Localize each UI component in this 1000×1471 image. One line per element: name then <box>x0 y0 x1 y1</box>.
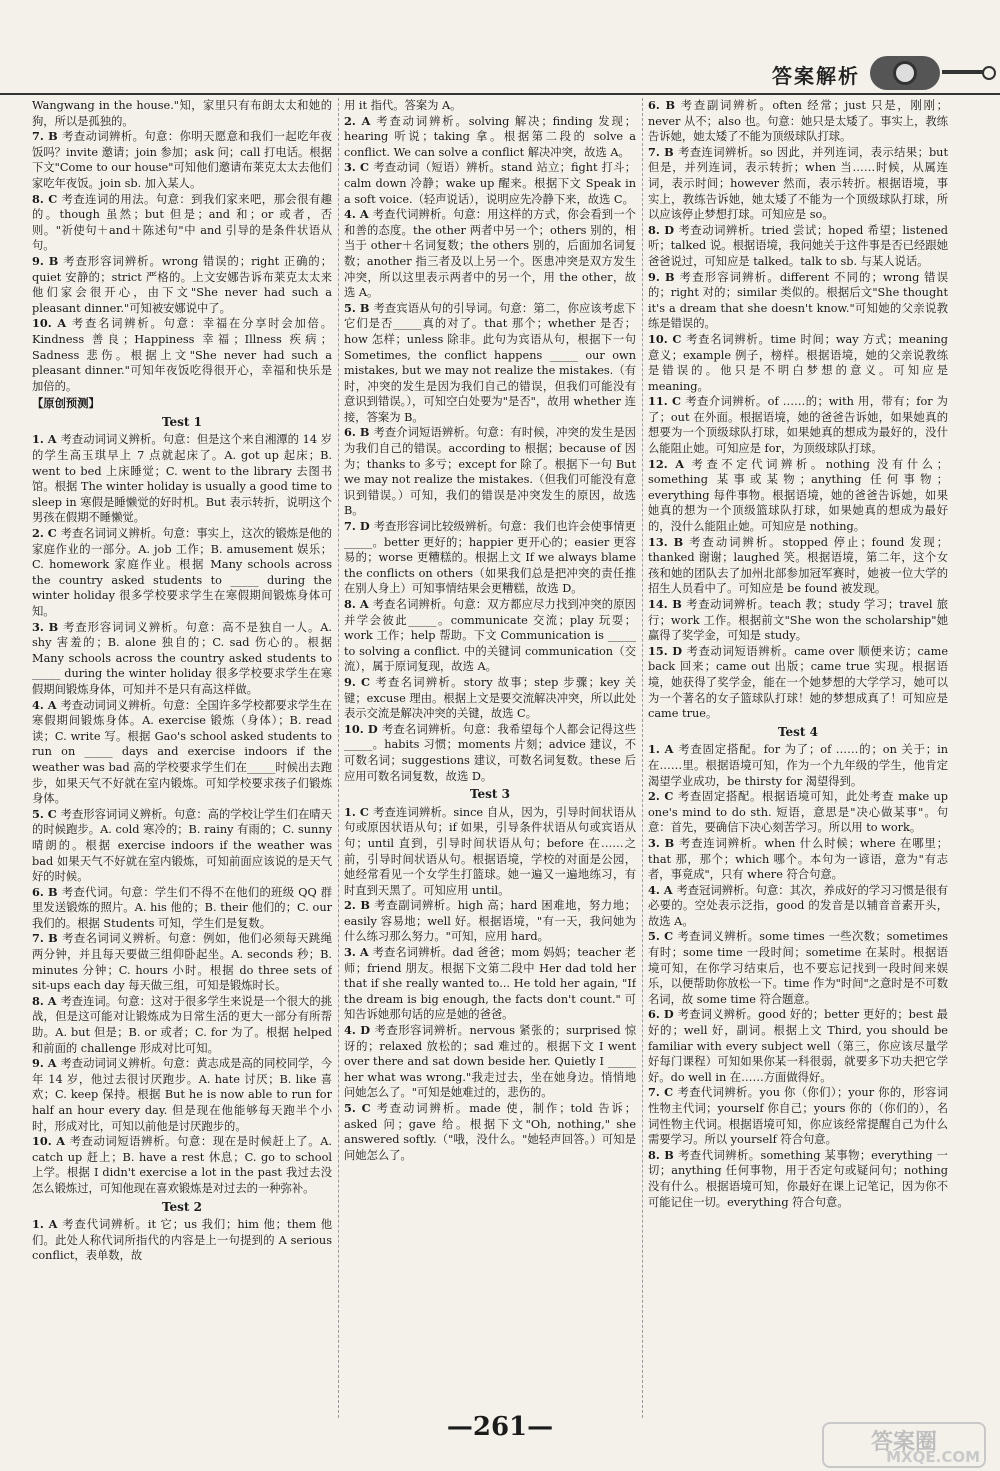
answer-text: 考查介词辨析。of ……的；with 用，带有；for 为了；out 在外面。根据语境，她的爸爸告诉她，如果她真的想要为一个顶级球队打球，如果她真的想成为最好的，没什么能阻止她。可知应是 for，为顶级球队打球。 <box>648 395 948 456</box>
answer-number: 5. C <box>648 929 678 944</box>
answer-text: 考查固定搭配。根据语境可知，此处考查 make up one's mind to do sth. 短语，意思是"决心做某事"。句意：首先，要确信下决心刻苦学习。所以用 to work。 <box>648 790 948 835</box>
header-title: 答案解析 <box>772 64 860 88</box>
answer-text: 考查名词词义辨析。句意：例如，他们必须每天跳绳两分钟，并且每天要做三组仰卧起坐。A. seconds 秒；B. minutes 分钟；C. hours 小时。根据 do three sets of sit-ups each day 每天做三组，可知是锻炼时长。 <box>32 932 332 993</box>
page-number: —261— <box>446 1412 554 1442</box>
answer-text: 考查连词辨析。so 因此，并列连词，表示结果；but 但是，并列连词，表示转折；when 当……时候，从属连词，表示时间；however 然而，表示转折。根据语境，事实上，教练告诉她，她太矮了不能为一个顶级球队打球，所以应该停止梦想打球。可知应是 so。 <box>648 145 948 222</box>
answer-item <box>648 836 948 883</box>
answer-number: 4. A <box>344 207 373 222</box>
answer-number: 2. C <box>648 789 679 804</box>
answer-text: 考查形容词词义辨析。句意：高不是独自一人。A. shy 害羞的；B. alone 独自的；C. sad 伤心的。根据 Many schools across the country asked students to _____ during the winter holiday 很多学校要求学生在寒假期间锻炼身体，可知并不是只有高这样做。 <box>32 620 332 696</box>
answer-item <box>648 535 948 597</box>
answer-item <box>344 597 636 675</box>
answer-item <box>344 207 636 301</box>
answer-text: 考查连词辨析。when 什么时候；where 在哪里；that 那，那个；which 哪个。本句为一谚语，意为"有志者，事竟成"，只有 where 符合句意。 <box>648 836 948 882</box>
answer-text: 考查动词辨析。stopped 停止；found 发现；thanked 谢谢；laughed 笑。根据语境，第二年，这个女孩和她的团队去了加州北部参加冠军赛时，她被一位大学的招生人员看中了。可知应是 be found 被发现。 <box>648 535 948 596</box>
answer-number: 6. D <box>648 1007 678 1022</box>
answer-item <box>32 885 332 932</box>
answer-item <box>32 129 332 191</box>
answer-text: 考查副词辨析。high 高；hard 困难地，努力地；easily 容易地；well 好。根据语境，"有一天，我问她为什么练习那么努力。"可知，应用 hard。 <box>344 899 636 944</box>
answer-item <box>648 1007 948 1085</box>
column-divider <box>338 98 339 1418</box>
answer-text: 考查名词辨析。story 故事；step 步骤；key 关键；excuse 理由。根据上文是要交流解决冲突，所以此处表示交流是解决冲突的关键，故选 C。 <box>344 675 636 721</box>
answer-number: 2. C <box>32 526 61 541</box>
test-heading: Test 3 <box>469 787 510 802</box>
answer-text: 考查形容词辨析。nervous 紧张的；surprised 惊讶的；relaxed 放松的；sad 难过的。根据下文 I went over there and sat down beside her. Quietly I _____ her what was wrong."我走过去，坐在她身边。悄悄地问她怎么了。"可知是她难过的，悲伤的。 <box>344 1024 636 1100</box>
answer-text: 考查名词辨析。句意：幸福在分享时会加倍。Kindness 善良；Happiness 幸福；Illness 疾病；Sadness 悲伤。根据上文"She never had such a pleasant dinner."可知年夜饭吃得很开心，幸福和快乐是加倍的。 <box>32 317 332 393</box>
answer-text: 考查冠词辨析。句意：其次，养成好的学习习惯是很有必要的。空处表示泛指，good 的发音是以辅音音素开头，故选 A。 <box>648 883 948 928</box>
answer-number: 6. B <box>648 98 681 112</box>
answer-item <box>344 722 636 784</box>
answer-item <box>648 789 948 836</box>
answer-item <box>32 620 332 698</box>
answer-item <box>344 301 636 426</box>
answer-number: 7. D <box>344 519 374 534</box>
answer-number: 10. C <box>648 331 687 346</box>
answer-number: 13. B <box>648 534 690 549</box>
answer-number: 3. C <box>344 160 374 175</box>
answer-text: 考查动词词义辨析。句意：全国许多学校都要求学生在寒假期间锻炼身体。A. exercise 锻炼（身体）；B. read 读；C. write 写。根据 Gao's school asked students to run on _____ days and exercise indoors if the weather was bad 高的学校要求学生们在_____时候出去跑步，如果天气不好就在室内锻炼。可知学校要求孩子们锻炼身体。 <box>32 698 332 806</box>
answer-number: 9. C <box>344 674 376 689</box>
answer-number: 2. B <box>344 898 375 913</box>
answer-text: 考查代词辨析。it 它；us 我们；him 他；them 他们。此处人称代词所指代的内容是上一句提到的 A serious conflict，表单数，故 <box>32 1218 332 1263</box>
answer-number: 3. A <box>344 945 373 960</box>
answer-text: 考查连词的用法。句意：到我们家来吧，那会很有趣的。though 虽然；but 但是；and 和；or 或者，否则。"祈使句＋and＋陈述句"中 and 引导的是条件状语从句。 <box>32 192 332 253</box>
answer-number: 1. A <box>648 742 679 757</box>
answer-item <box>32 1134 332 1196</box>
answer-item <box>344 898 636 945</box>
watermark-logo: 答案圈 <box>822 1422 986 1468</box>
watermark-url: MXQE.COM <box>886 1448 980 1466</box>
answer-number: 9. B <box>32 253 64 268</box>
answer-item <box>344 675 636 722</box>
answer-number: 2. A <box>344 113 377 128</box>
answer-text: 考查代词辨析。you 你（你们）；your 你的，形容词性物主代词；yourself 你自己；yours 你的（你们的），名词性物主代词。根据语境可知，你应该经常提醒自己为什么需要学习。所以 yourself 符合句意。 <box>648 1086 948 1147</box>
page-header <box>0 0 1000 96</box>
answer-number: 7. B <box>32 129 63 144</box>
answer-text: 考查形容词比较级辨析。句意：我们也许会使事情更_____。better 更好的；happier 更开心的；easier 更容易的；worse 更糟糕的。根据上文 If we always blame the conflicts on others（如果我们总是把冲突的责任推在别人身上）可知事情结果会更糟糕，故选 D。 <box>344 520 636 596</box>
test-heading: Test 1 <box>161 414 202 429</box>
answer-item <box>344 160 636 207</box>
answer-item <box>344 519 636 597</box>
answer-number: 15. D <box>648 643 687 658</box>
answer-item <box>648 223 948 270</box>
header-logo-icon <box>870 56 940 90</box>
answer-item <box>32 254 332 316</box>
answer-text: 考查动词辨析。tried 尝试；hoped 希望；listened 听；talked 说。根据语境，我问她关于这件事是否已经跟她爸爸说过，可知应是 talked。talk to sb. 与某人说话。 <box>648 223 948 268</box>
answer-item <box>648 270 948 332</box>
answer-text: 考查名词辨析。time 时间；way 方式；meaning 意义；example 例子，榜样。根据语境，她的父亲说教练是错误的。他只是不明白梦想的意义。可知应是 meaning。 <box>648 332 948 393</box>
answer-number: 4. D <box>344 1023 375 1038</box>
answer-item <box>32 98 332 129</box>
answer-text: 考查名词词义辨析。句意：事实上，这次的锻炼是他的家庭作业的一部分。A. job 工作；B. amusement 娱乐；C. homework 家庭作业。根据 Many schools across the country asked students to _____ during the winter holiday 很多学校要求学生在寒假期间锻炼身体可知。 <box>32 527 332 618</box>
answer-text: 考查动词（短语）辨析。stand 站立；fight 打斗；calm down 冷静；wake up 醒来。根据下文 Speak in a soft voice.（轻声说话），说明应先冷静下来，故选 C。 <box>344 161 636 206</box>
answer-item <box>648 929 948 1007</box>
answer-number: 8. C <box>32 191 62 206</box>
answer-number: 8. B <box>648 1147 679 1162</box>
answer-text: 考查名词辨析。句意：我希望每个人都会记得这些_____。habits 习惯；moments 片刻；advice 建议，不可数名词；suggestions 建议，可数名词复数。these 后应用可数名词复数，故选 D。 <box>344 722 636 783</box>
answer-text: 考查形容词辨析。different 不同的；wrong 错误的；right 对的；similar 类似的。根据后文"She thought it's a dream that she doesn't know."可知她的父亲说教练是错误的。 <box>648 270 948 331</box>
answer-item <box>32 192 332 254</box>
answer-number: 6. B <box>344 425 374 440</box>
answer-item <box>648 597 948 644</box>
answer-item <box>32 698 332 807</box>
answer-number: 10. D <box>344 721 382 736</box>
answer-item <box>648 742 948 789</box>
answer-item <box>344 805 636 899</box>
answer-item <box>648 1085 948 1147</box>
answer-text: 考查副词辨析。often 经常；just 只是，刚刚；never 从不；also 也。句意：她只是太矮了。事实上，教练告诉她，她太矮了不能为顶级球队打球。 <box>648 99 948 144</box>
answer-text: 考查不定代词辨析。nothing 没有什么；something 某事或某物；anything 任何事物；everything 每件事物。根据语境，她的爸爸告诉她，如果她真的想为一个顶级篮球队打球，如果她真的想成为最好的，没什么能阻止她。可知应是 nothing。 <box>648 457 948 534</box>
answer-number: 1. A <box>32 432 61 447</box>
answer-column-3 <box>648 98 948 1410</box>
test-heading: Test 2 <box>161 1199 202 1214</box>
answer-number: 8. D <box>648 222 679 237</box>
answer-item <box>648 394 948 456</box>
answer-text: 考查连词。句意：这对于很多学生来说是一个很大的挑战，但是这可能对让锻炼成为日常生活的更大一部分有所帮助。A. but 但是；B. or 或者；C. for 为了。根据 helped 和前面的 challenge 形成对比可知。 <box>32 994 332 1055</box>
answer-text: 考查动词辨析。teach 教；study 学习；travel 旅行；work 工作。根据前文"She won the scholarship"她赢得了奖学金，可知是 study。 <box>648 598 948 643</box>
answer-item <box>648 98 948 145</box>
answer-text: 考查词义辨析。good 好的；better 更好的；best 最好的；well 好，副词。根据上文 Third, you should be familiar with every subject well（第三，你应该尽量学好每门课程）可知如果你某一科很弱，就要多下功夫把它学好。do well in 在……方面做得好。 <box>648 1008 948 1084</box>
answer-number: 4. A <box>32 697 61 712</box>
column-divider <box>642 98 643 1418</box>
answer-item <box>32 994 332 1056</box>
answer-column-2 <box>344 98 636 1410</box>
answer-item <box>344 945 636 1023</box>
answer-number: 11. C <box>648 394 686 409</box>
answer-text: 考查宾语从句的引导词。句意：第二，你应该考虑下它们是否_____真的对了。that 那个；whether 是否；how 怎样；unless 除非。此句为宾语从句，根据下一句 Sometimes, the conflict happens _____ our own mistakes, but we may not realize the mistakes.（有时，冲突的发生是因为我们自己的错误，但我们可能没有意识到错误。），可知空白处要为"是否"，故用 whether 连接，答案为 B。 <box>344 301 636 424</box>
answer-number: 8. A <box>32 993 61 1008</box>
answer-number: 5. C <box>344 1101 377 1115</box>
answer-text: 考查动词短语辨析。句意：现在是时候赶上了。A. catch up 赶上；B. have a rest 休息；C. go to school 上学。根据 I didn't exercise a lot in the past 我过去没怎么锻炼过，可知他现在喜欢锻炼是对过去的一种弥补。 <box>32 1135 332 1195</box>
answer-text: 考查动词辨析。句意：你明天愿意和我们一起吃年夜饭吗？invite 邀请；join 参加；ask 问；call 打电话。根据下文"Come to our house"可知他们邀请布莱克太太去他们家吃年夜饭。join sb. 加入某人。 <box>32 130 332 190</box>
answer-column-1 <box>32 98 332 1410</box>
answer-text: 考查名词辨析。句意：双方都应尽力找到冲突的原因并学会彼此_____。communicate 交流；play 玩耍；work 工作；help 帮助。下文 Communication is _____ to solving a conflict. 中的关键词 communication（交流），属于原词复现，故选 A。 <box>344 598 636 674</box>
answer-text: 考查形容词词义辨析。句意：高的学校让学生们在晴天的时候跑步。A. cold 寒冷的；B. rainy 有雨的；C. sunny 晴朗的。根据 exercise indoors if the weather was bad 如果天气不好就在室内锻炼，可知前面应该说的是天气好的时候。 <box>32 807 332 884</box>
answer-number: 6. B <box>32 884 62 899</box>
answer-number: 8. A <box>344 597 373 611</box>
answer-item <box>32 432 332 526</box>
answer-text: 考查动词辨析。solving 解决；finding 发现；hearing 听说；taking 拿。根据第二段的 solve a conflict. We can solve a conflict 解决冲突，故选 A。 <box>344 114 636 159</box>
answer-number: 9. A <box>32 1056 61 1071</box>
answer-item <box>344 114 636 161</box>
answer-text: 考查名词辨析。dad 爸爸；mom 妈妈；teacher 老师；friend 朋友。根据下文第二段中 Her dad told her that if she really wanted to... He told her again, "If the dream is big enough, the facts don't count." 可知告诉她那句话的应是她的爸爸。 <box>344 946 636 1022</box>
answer-number: 5. C <box>32 806 61 821</box>
answer-number: 5. B <box>344 300 374 315</box>
answer-text: 考查介词短语辨析。句意：有时候，冲突的发生是因为我们自己的错误。according to 根据；because of 因为；thanks to 多亏；except for 除了。根据下一句 But we may not realize the mistakes.（但我们可能没有意识到错误。）可知，我们的错误是冲突发生的原因，故选 B。 <box>344 426 636 518</box>
header-decoration <box>942 70 992 74</box>
answer-item <box>32 807 332 885</box>
answer-text: 考查固定搭配。for 为了；of ……的；on 关于；in 在……里。根据语境可知，作为一个九年级的学生，他肯定渴望学业成功，be thirsty for 渴望得到。 <box>648 743 948 788</box>
answer-item <box>648 883 948 930</box>
answer-text: 考查代词辨析。句意：用这样的方式，你会看到一个和善的态度。the other 两者中另一个；others 别的，相当于 other＋名词复数；the others 别的，后面加名词复数；another 指三者及以上另一个。医患冲突是双方发生冲突，所以这里表示两者中的另一个，用 the other，故选 A。 <box>344 208 636 300</box>
answer-number: 1. A <box>32 1217 63 1232</box>
answer-number: 3. B <box>648 835 680 850</box>
answer-number: 4. A <box>648 882 677 897</box>
answer-item <box>648 644 948 722</box>
answer-item <box>344 98 636 114</box>
answer-text: 考查连词辨析。since 自从，因为，引导时间状语从句或原因状语从句；if 如果，引导条件状语从句或宾语从句；until 直到，引导时间状语从句；before 在……之前，引导时间状语从句。根据语境，学校的对面是公园，她经常看见一个女学生打篮球。她一遍又一遍地练习，有时直到天黑了。可知应用 until。 <box>344 805 636 897</box>
answer-text: 考查代词。句意：学生们不得不在他们的班级 QQ 群里发送锻炼的照片。A. his 他的；B. their 他们的；C. our 我们的。根据 Students 可知，学生们是复数。 <box>32 885 332 930</box>
answer-number: 1. C <box>344 804 374 819</box>
answer-number: 3. B <box>32 619 64 634</box>
answer-item <box>648 332 948 394</box>
section-heading: 【原创预测】 <box>32 396 100 411</box>
answer-item <box>648 145 948 223</box>
answer-number: 7. B <box>32 931 63 946</box>
answer-number: 10. A <box>32 1134 70 1149</box>
answer-number: 10. A <box>32 316 72 331</box>
answer-text: Wangwang in the house."知，家里只有布朗太太和她的狗，所以是孤独的。 <box>32 99 332 128</box>
answer-number: 9. B <box>648 269 680 284</box>
answer-item <box>32 316 332 394</box>
answer-item <box>32 931 332 993</box>
answer-text: 考查动词辨析。made 使，制作；told 告诉；asked 问；gave 给。根据下文"Oh, nothing," she answered softly.（"哦，没什么。"她轻声回答。）可知是问她怎么了。 <box>344 1102 636 1162</box>
answer-number: 7. C <box>648 1085 678 1100</box>
answer-item <box>344 1023 636 1101</box>
answer-number: 7. B <box>648 144 679 159</box>
answer-item <box>32 1217 332 1264</box>
answer-text: 考查代词辨析。something 某事物；everything 一切；anything 任何事物，用于否定句或疑问句；nothing 没有什么。根据语境可知，你最好在课上记笔记，因为你不可能记住一切。everything 符合句意。 <box>648 1148 948 1209</box>
answer-text: 考查形容词辨析。wrong 错误的；right 正确的；quiet 安静的；strict 严格的。上文安娜告诉布莱克太太来他们家会很开心，由下文"She never had such a pleasant dinner."可知被安娜说中了。 <box>32 254 332 315</box>
header-rule <box>0 93 1000 95</box>
answer-item <box>32 526 332 620</box>
answer-text: 考查动词词义辨析。句意：黄志成是高的同校同学，今年 14 岁，他过去很讨厌跑步。A. hate 讨厌；B. like 喜欢；C. keep 保持。根据 But he is now able to run for half an hour every day. 但是现在他能够每天跑半个小时，形成对比，可知以前他是讨厌跑步的。 <box>32 1057 332 1133</box>
answer-item <box>32 1056 332 1134</box>
answer-number: 14. B <box>648 597 687 611</box>
answer-item <box>648 457 948 535</box>
answer-text: 考查词义辨析。some times 一些次数；sometimes 有时；some time 一段时间；sometime 在某时。根据语境可知，在你学习结束后，也不要忘记找到一段时间来娱乐，以便帮助你放松一下。time 作为"时间"之意时是不可数名词，故 some time 符合题意。 <box>648 930 948 1006</box>
answer-text: 考查动词词义辨析。句意：但是这个来自湘潭的 14 岁的学生高玉琪早上 7 点就起床了。A. got up 起床；B. went to bed 上床睡觉；C. went to the library 去图书馆。根据 The winter holiday is usually a good time to sleep in 寒假是睡懒觉的好时机。But 表示转折，说明这个男孩在假期不睡懒觉。 <box>32 433 332 525</box>
answer-item <box>344 1101 636 1163</box>
answer-text: 考查动词短语辨析。came over 顺便来访；came back 回来；came out 出版；came true 实现。根据语境，她获得了奖学金，能在一个她梦想的大学学习，她可以为一个著名的女子篮球队打球！她的梦想成真了！可知应是 came true。 <box>648 644 948 721</box>
answer-number: 12. A <box>648 456 692 471</box>
answer-text: 用 it 指代。答案为 A。 <box>344 99 462 112</box>
answer-item <box>648 1148 948 1210</box>
test-heading: Test 4 <box>777 724 818 739</box>
answer-item <box>344 425 636 519</box>
